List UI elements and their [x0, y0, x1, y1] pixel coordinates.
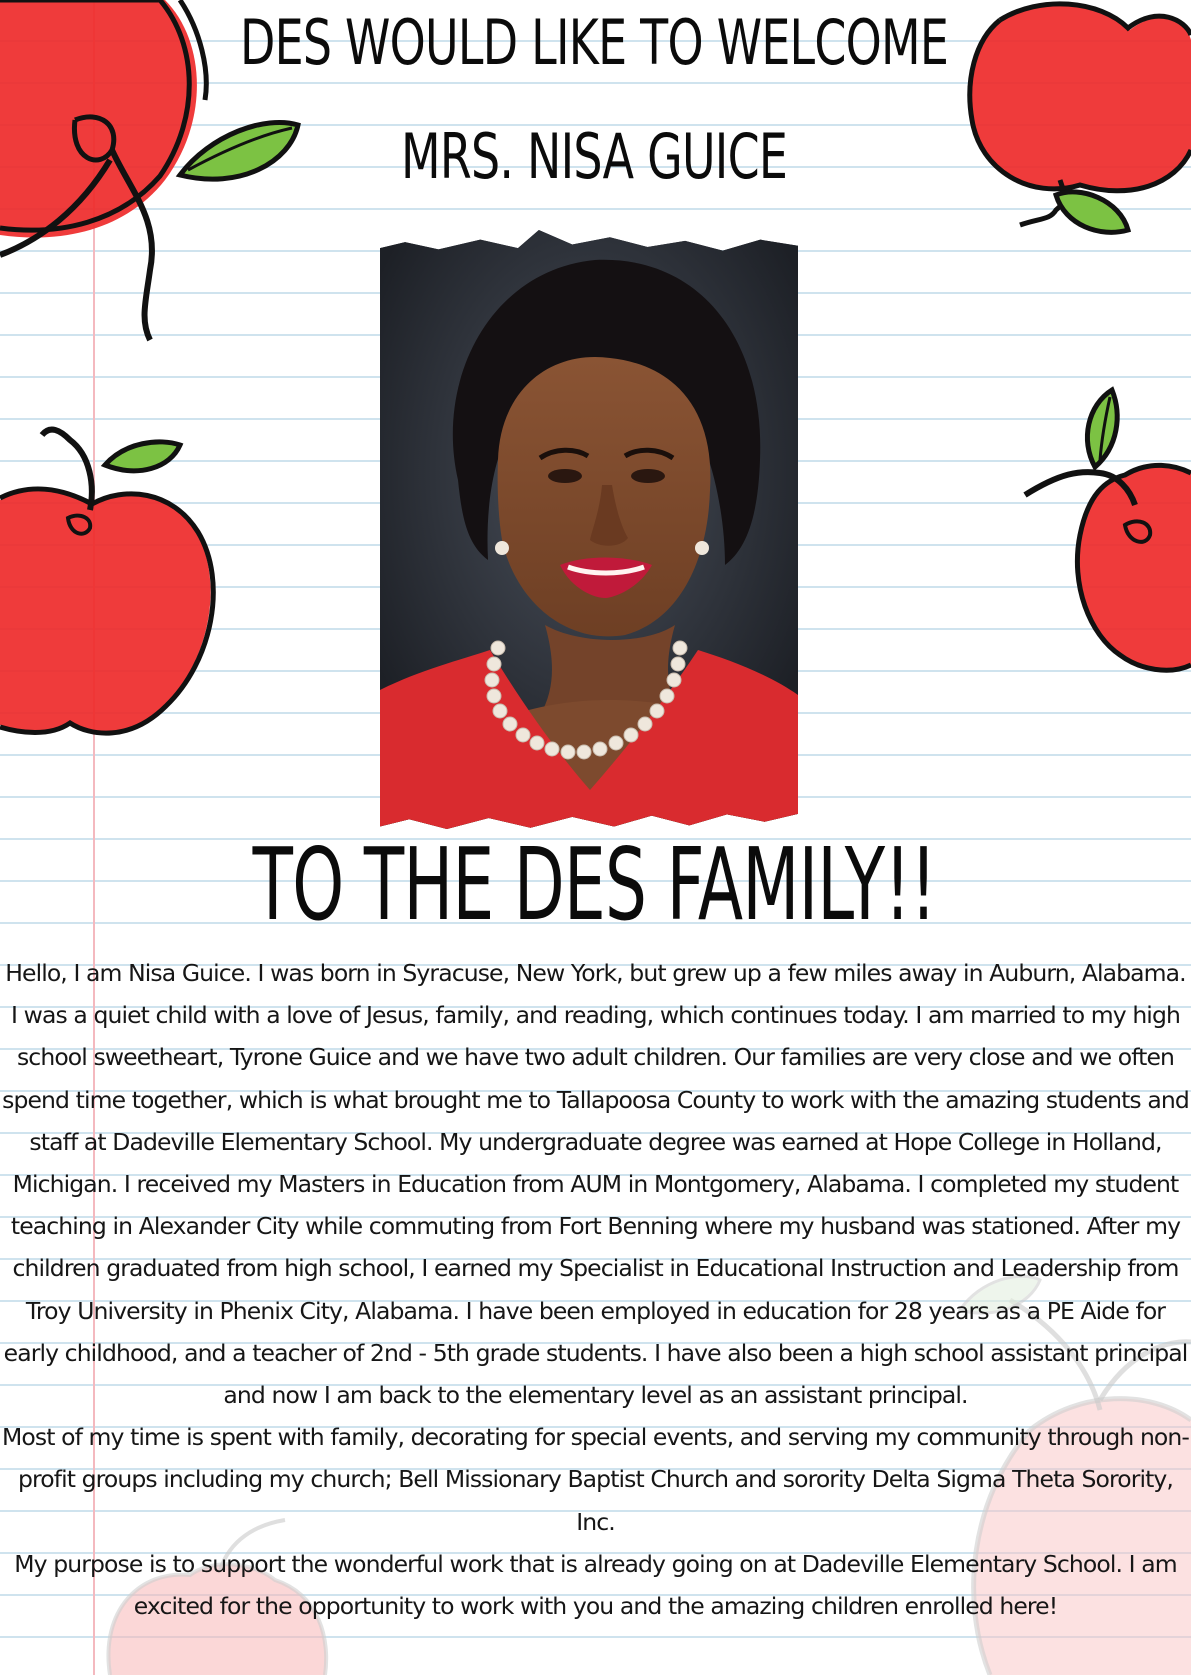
portrait-photo	[380, 230, 798, 835]
subheadline-family: TO THE DES FAMILY!!	[252, 826, 937, 943]
bio-paragraph-community: Most of my time is spent with family, decorating for special events, and serving my community through non-profit groups including my church; Bell Missionary Baptist Church and sorority Delta Sigma Theta Sorority, Inc.	[2, 1423, 1189, 1536]
bio-paragraph-background: Hello, I am Nisa Guice. I was born in Syracuse, New York, but grew up a few miles away in Auburn, Alabama. I was a quiet child with a love of Jesus, family, and reading, which continues today. I am married to my high school sweetheart, Tyrone Guice and we have two adult children. Our families are very close and we often spend time together, which is what brought me to Tallapoosa County to work with the amazing students and staff at Dadeville Elementary School. My undergraduate degree was earned at Hope College in Holland, Michigan. I received my Masters in Education from AUM in Montgomery, Alabama. I completed my student teaching in Alexander City while commuting from Fort Benning where my husband was stationed. After my children graduated from high school, I earned my Specialist in Educational Instruction and Leadership from Troy University in Phenix City, Alabama. I have been employed in education for 28 years as a PE Aide for early childhood, and a teacher of 2nd - 5th grade students. I have also been a high school assistant principal and now I am back to the elementary level as an assistant principal.	[2, 959, 1189, 1410]
headline-welcome: DES WOULD LIKE TO WELCOME	[239, 6, 949, 79]
headline-name: MRS. NISA GUICE	[400, 120, 788, 193]
apple-icon-middle-right	[1010, 385, 1191, 685]
bio-paragraph-purpose: My purpose is to support the wonderful work that is already going on at Dadeville Elementary School. I am excited for the opportunity to work with you and the amazing children enrolled here!	[14, 1549, 1177, 1621]
bio-text	[0, 952, 1191, 1627]
apple-icon-middle-left	[0, 400, 220, 745]
